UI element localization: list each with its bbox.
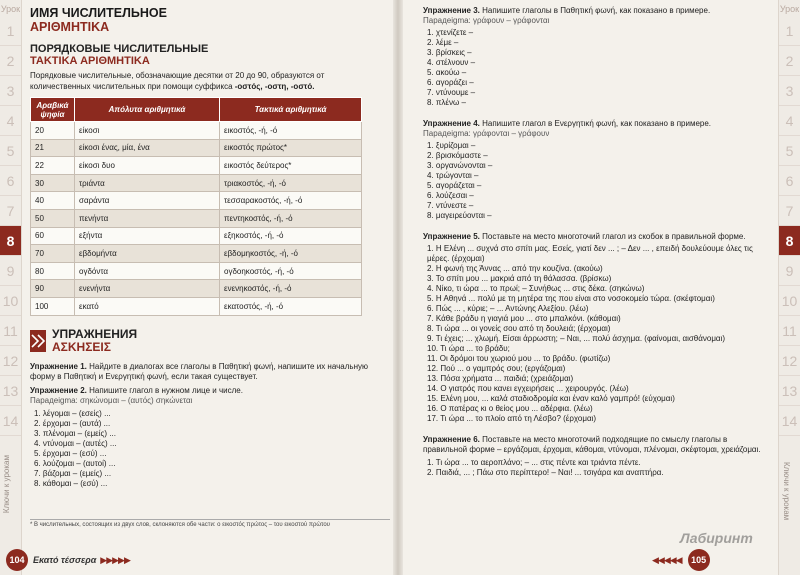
exercise-paradigm: Парадеigma: γράφουν – γράφονται <box>423 16 550 25</box>
lesson-tab-4: 4 <box>779 106 800 136</box>
lesson-tab-13: 13 <box>779 376 800 406</box>
list-item: 8. μαγειρεύονται – <box>427 211 492 220</box>
lesson-tab-9: 9 <box>779 256 800 286</box>
list-item: 1. ξυρίζομαι – <box>427 141 476 150</box>
table-cell: 20 <box>31 122 75 140</box>
list-item: 15. Ελένη μου, ... καλά σταδιοδρομία και έναν καλό γαμπρό! (εύχομαι) <box>427 394 675 403</box>
table-cell: 30 <box>31 174 75 192</box>
table-cell: σαράντα <box>75 192 220 210</box>
exercise-items <box>423 141 768 221</box>
table-row <box>31 297 362 315</box>
table-row <box>31 122 362 140</box>
list-item: 2. βρισκόμαστε – <box>427 151 488 160</box>
column-header: Τακτικά αριθμητικά <box>220 98 362 122</box>
list-item: 12. Πού ... ο γαμπρός σου; (εργάζομαι) <box>427 364 566 373</box>
table-row <box>31 174 362 192</box>
table-cell: εξήντα <box>75 227 220 245</box>
intro-suffix: -οστός, -οστη, -οστό. <box>234 81 315 91</box>
list-item: 4. τρώγονται – <box>427 171 479 180</box>
right-lesson-tabs <box>778 0 800 575</box>
list-item: 3. οργανώνονται – <box>427 161 493 170</box>
list-item: 8. Τι ώρα ... οι γονείς σου από τη δουλειά; (έρχομαι) <box>427 324 611 333</box>
exercise-2 <box>30 386 380 489</box>
table-cell: ογδοηκοστός, -ή, -ό <box>220 262 362 280</box>
exercises-icon <box>30 330 46 352</box>
table-cell: 100 <box>31 297 75 315</box>
list-item: 7. Κάθε βράδυ η γιαγιά μου ... στο μπαλκόνι. (κάθομαι) <box>427 314 621 323</box>
list-item: 6. Πώς ... , κύριε; – ... Αντώνης Αλεξίου. (λέω) <box>427 304 589 313</box>
list-item: 6. αγοράζει – <box>427 78 474 87</box>
table-cell: είκοσι δυο <box>75 157 220 175</box>
list-item: 2. Η φωνή της Άννας ... από την κουζίνα. (ακούω) <box>427 264 603 273</box>
exercise-instruction: Поставьте на место многоточий глагол из скобок в правильной форме. <box>479 232 746 241</box>
list-item: 5. ακούω – <box>427 68 467 77</box>
table-cell: εικοστός δεύτερος* <box>220 157 362 175</box>
exercise-6 <box>423 435 768 478</box>
list-item: 11. Οι δρόμοι του χωριού μου ... το βράδυ. (φωτίζω) <box>427 354 611 363</box>
exercise-label: Упражнение 3. <box>423 6 480 15</box>
list-item: 17. Τι ώρα ... το πλοίο από τη Λέσβο? (έρχομαι) <box>427 414 597 423</box>
exercise-instruction: Напишите глаголы в Παθητική φωνή, как показано в примере. <box>479 6 711 15</box>
table-cell: 50 <box>31 209 75 227</box>
table-row <box>31 280 362 298</box>
table-cell: 21 <box>31 139 75 157</box>
table-row <box>31 209 362 227</box>
exercise-items <box>423 28 768 108</box>
lesson-tab-9: 9 <box>0 256 21 286</box>
lesson-tab-4: 4 <box>0 106 21 136</box>
table-row <box>31 139 362 157</box>
list-item: 3. Το σπίτι μου ... μακριά από τη θάλασσα. (βρίσκω) <box>427 274 612 283</box>
list-item: 5. αγοράζεται – <box>427 181 482 190</box>
table-cell: εβδομήντα <box>75 245 220 263</box>
lesson-tab-8: 8 <box>0 226 21 256</box>
lesson-tab-3: 3 <box>779 76 800 106</box>
table-cell: εβδομηκοστός, -ή, -ό <box>220 245 362 263</box>
lesson-tab-1: 1 <box>0 16 21 46</box>
lesson-tab-5: 5 <box>0 136 21 166</box>
lesson-tab-10: 10 <box>0 286 21 316</box>
lesson-tab-11: 11 <box>779 316 800 346</box>
page-number: 105 <box>688 549 710 571</box>
list-item: 13. Πόσα χρήματα ... παιδιά; (χρειάζομαι) <box>427 374 574 383</box>
right-footer <box>648 549 710 571</box>
table-cell: εικοστός, -ή, -ό <box>220 122 362 140</box>
lesson-tab-10: 10 <box>779 286 800 316</box>
list-item: 1. Τι ώρα ... το αεροπλάνο; – ... στις πέντε και τριάντα πέντε. <box>427 458 641 467</box>
lesson-tab-6: 6 <box>779 166 800 196</box>
list-item: 1. λέγομαι – (εσείς) ... <box>34 408 111 418</box>
table-row <box>31 262 362 280</box>
book-gutter <box>393 0 403 575</box>
section-title: ПОРЯДКОВЫЕ ЧИСЛИТЕЛЬНЫЕ <box>30 43 209 55</box>
list-item: 4. Νίκο, τι ώρα ... το πρωί; – Συνήθως ... στις δέκα. (σηκώνω) <box>427 284 645 293</box>
exercise-4 <box>423 119 768 221</box>
lesson-tab-2: 2 <box>779 46 800 76</box>
watermark: Лабиринт <box>680 530 753 546</box>
lesson-tab-5: 5 <box>779 136 800 166</box>
intro-paragraph <box>30 71 380 92</box>
list-item: 6. λούζεσαι – <box>427 191 474 200</box>
table-cell: είκοσι ένας, μία, ένα <box>75 139 220 157</box>
lesson-tab-14: 14 <box>779 406 800 436</box>
exercises-title-greek: ΑΣΚΗΣΕΙΣ <box>52 339 111 354</box>
exercise-label: Упражнение 2. <box>30 385 87 395</box>
lesson-tab-13: 13 <box>0 376 21 406</box>
list-item: 8. πλένω – <box>427 98 466 107</box>
exercises-title: УПРАЖНЕНИЯ <box>52 326 138 341</box>
page-title-greek: ΑΡΙΘΜΗΤΙΚΑ <box>30 20 110 34</box>
tabs-vertical-label: Ключи к урокам <box>2 455 11 514</box>
page-number-words: Εκατό τέσσερα <box>33 555 97 565</box>
list-item: 1. χτενίζετε – <box>427 28 474 37</box>
table-cell: πεντηκοστός, -ή, -ό <box>220 209 362 227</box>
list-item: 7. ντύνουμε – <box>427 88 476 97</box>
list-item: 10. Τι ώρα ... το βράδυ; <box>427 344 510 353</box>
left-lesson-tabs <box>0 0 22 575</box>
list-item: 7. βάζομαι – (εμείς) ... <box>34 468 112 478</box>
table-row <box>31 192 362 210</box>
left-page <box>30 6 380 489</box>
exercise-instruction: Поставьте на место многоточий подходящие по смыслу глаголы в правильной форме – εργάζομαι, έρχομαι, κάθομαι, ντύνομαι, πλένομαι, σκέφτομαι, χρειάζομαι. <box>423 435 761 454</box>
lesson-tab-7: 7 <box>779 196 800 226</box>
exercise-instruction: Найдите в диалогах все глаголы в Παθητική φωνή, напишите их начальную форму в Παθητική и Ενεργητική φωνή, если такая существует. <box>30 361 368 381</box>
table-row <box>31 157 362 175</box>
exercise-label: Упражнение 4. <box>423 119 480 128</box>
list-item: 4. στέλνουν – <box>427 58 476 67</box>
table-cell: εξηκοστός, -ή, -ό <box>220 227 362 245</box>
numerals-table <box>30 97 362 316</box>
tabs-title: Урок <box>0 4 21 14</box>
list-item: 7. ντύνεστε – <box>427 201 474 210</box>
column-header: Απόλυτα αριθμητικά <box>75 98 220 122</box>
page-number: 104 <box>6 549 28 571</box>
list-item: 6. λούζομαι – (αυτοί) ... <box>34 458 116 468</box>
table-cell: εικοστός πρώτος* <box>220 139 362 157</box>
lesson-tab-12: 12 <box>779 346 800 376</box>
table-cell: 90 <box>31 280 75 298</box>
list-item: 3. πλένομαι – (εμείς) ... <box>34 428 116 438</box>
lesson-tab-8: 8 <box>779 226 800 256</box>
table-cell: 70 <box>31 245 75 263</box>
lesson-tab-12: 12 <box>0 346 21 376</box>
page-title: ИМЯ ЧИСЛИТЕЛЬНОЕ <box>30 6 167 20</box>
table-cell: τριάντα <box>75 174 220 192</box>
chevrons-icon: ◀◀◀◀◀ <box>652 554 682 565</box>
list-item: 4. ντύνομαι – (αυτές) ... <box>34 438 117 448</box>
lesson-tab-6: 6 <box>0 166 21 196</box>
list-item: 5. Η Αθηνά ... πολύ με τη μητέρα της που είναι στο νοσοκομείο τώρα. (σκέφτομαι) <box>427 294 715 303</box>
table-cell: 80 <box>31 262 75 280</box>
exercises-heading <box>30 328 380 354</box>
exercise-label: Упражнение 6. <box>423 435 480 444</box>
exercise-1 <box>30 362 380 382</box>
exercise-items <box>423 244 768 424</box>
table-cell: πενήντα <box>75 209 220 227</box>
lesson-tab-11: 11 <box>0 316 21 346</box>
table-cell: τριακοστός, -ή, -ό <box>220 174 362 192</box>
table-cell: 40 <box>31 192 75 210</box>
left-footer <box>6 549 130 571</box>
table-cell: εκατό <box>75 297 220 315</box>
table-row <box>31 227 362 245</box>
footnote: * В числительных, состоящих из двух слов, склоняются обе части: ο εικοστός πρώτος – του εικοστού πρώτου <box>30 519 390 528</box>
section-title-greek: ΤΑΚΤΙΚΑ ΑΡΙΘΜΗΤΙΚΑ <box>30 55 150 67</box>
table-cell: τεσσαρακοστός, -ή, -ό <box>220 192 362 210</box>
lesson-tab-2: 2 <box>0 46 21 76</box>
table-header-row <box>31 98 362 122</box>
exercise-5 <box>423 232 768 424</box>
table-cell: ενενήντα <box>75 280 220 298</box>
exercise-label: Упражнение 1. <box>30 361 87 371</box>
lesson-tab-1: 1 <box>779 16 800 46</box>
table-cell: εκατοστός, -ή, -ό <box>220 297 362 315</box>
table-cell: 22 <box>31 157 75 175</box>
lesson-tab-3: 3 <box>0 76 21 106</box>
exercise-instruction: Напишите глагол в Ενεργητική φωνή, как показано в примере. <box>479 119 712 128</box>
list-item: 14. Ο γιατρός που κανει εγχειρήσεις ... χειρουργός. (λέω) <box>427 384 629 393</box>
list-item: 2. λέμε – <box>427 38 459 47</box>
exercise-instruction: Напишите глагол в нужном лице и числе. <box>86 385 243 395</box>
tabs-title: Урок <box>779 4 800 14</box>
column-header: Αραβικά ψηφία <box>31 98 75 122</box>
list-item: 2. Παιδιά, ... ; Πάω στο περίπτερο! – Ναι! ... τσιγάρα και αναπτήρα. <box>427 468 664 477</box>
intro-text: Порядковые числительные, обозначающие десятки от 20 до 90, образуются от количественных числительных при помощи суффикса <box>30 71 325 91</box>
exercise-paradigm: Парадеigma: σηκώνομαι – (αυτός) σηκώνεται <box>30 395 193 405</box>
lesson-tab-14: 14 <box>0 406 21 436</box>
table-row <box>31 245 362 263</box>
tabs-vertical-label: Ключи к урокам <box>782 462 791 521</box>
table-cell: ενενηκοστός, -ή, -ό <box>220 280 362 298</box>
list-item: 3. βρίσκεις – <box>427 48 472 57</box>
exercise-items <box>423 458 768 478</box>
chevrons-icon: ▶▶▶▶▶ <box>100 554 130 565</box>
list-item: 16. Ο πατέρας κι ο θείος μου ... αδέρφια. (λέω) <box>427 404 593 413</box>
table-cell: ογδόντα <box>75 262 220 280</box>
lesson-tab-7: 7 <box>0 196 21 226</box>
exercise-3 <box>423 6 768 108</box>
table-cell: είκοσι <box>75 122 220 140</box>
list-item: 1. Η Ελένη ... συχνά στο σπίτι μας. Εσείς, γιατί δεν ... ; – Δεν ... , επειδή δουλεύουμε όλες τις μέρες. (έρχομαι) <box>427 244 753 263</box>
exercise-label: Упражнение 5. <box>423 232 480 241</box>
right-page <box>423 6 768 478</box>
exercise-items <box>30 409 380 489</box>
list-item: 5. έρχομαι – (εσύ) ... <box>34 448 107 458</box>
exercise-paradigm: Парадеigma: γράφονται – γράφουν <box>423 129 550 138</box>
list-item: 8. κάθομαι – (εσύ) ... <box>34 478 108 488</box>
list-item: 9. Τι έχεις; ... χλωμή. Είσαι άρρωστη; – Ναι, ... πολύ άσχημα. (φαίνομαι, αισθάνομαι) <box>427 334 725 343</box>
table-cell: 60 <box>31 227 75 245</box>
list-item: 2. έρχομαι – (αυτά) ... <box>34 418 111 428</box>
